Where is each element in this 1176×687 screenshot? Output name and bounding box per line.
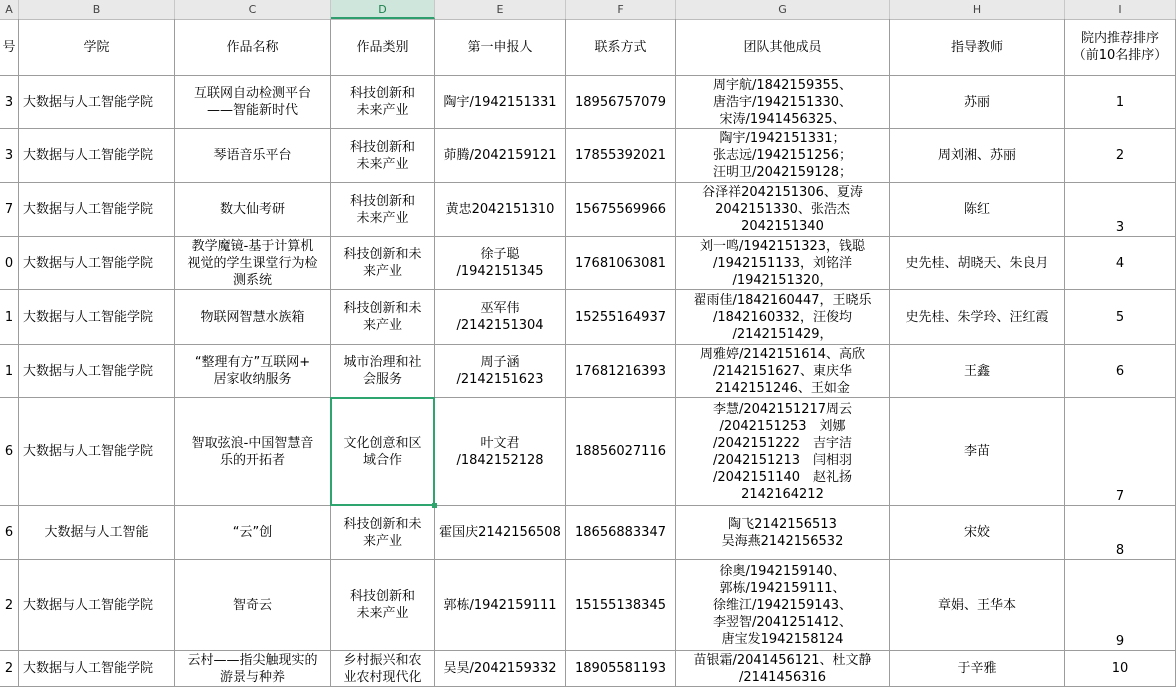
cell-a[interactable]: [0, 651, 19, 687]
cell-h[interactable]: [890, 183, 1065, 237]
cell-e[interactable]: [435, 76, 566, 129]
cell-e[interactable]: [435, 237, 566, 290]
cell-d[interactable]: [331, 506, 435, 560]
cell-a[interactable]: [0, 290, 19, 345]
cell-h[interactable]: [890, 76, 1065, 129]
cell-b[interactable]: [19, 290, 175, 345]
cell-text: 18856027116: [575, 444, 666, 459]
cell-text: 5: [1115, 309, 1125, 325]
cell-text: 于辛雅: [957, 661, 997, 676]
cell-a[interactable]: [0, 560, 19, 651]
cell-b[interactable]: [19, 76, 175, 129]
cell-a[interactable]: [0, 398, 19, 506]
cell-text: 周雅婷/2142151614、高欣 /2142151627、東庆华 2142151246、王如金: [699, 346, 866, 396]
cell-h[interactable]: [890, 506, 1065, 560]
cell-text: 大数据与人工智能学院: [23, 255, 154, 271]
cell-text: 周刘湘、苏丽: [937, 148, 1016, 163]
cell-text: 3: [4, 148, 14, 163]
cell-text: 城市治理和社 会服务: [343, 355, 422, 387]
cell-a[interactable]: [0, 345, 19, 398]
cell-text: 1: [4, 363, 14, 379]
cell-text: 茆腾/2042159121: [443, 148, 557, 163]
cell-text: 15675569966: [575, 202, 666, 217]
cell-text: 史先桂、朱学玲、汪红霞: [905, 309, 1049, 325]
cell-text: 7: [1115, 489, 1125, 504]
cell-e[interactable]: [435, 506, 566, 560]
cell-e[interactable]: [435, 183, 566, 237]
cell-h[interactable]: [890, 237, 1065, 290]
cell-text: 2: [4, 597, 14, 613]
cell-g[interactable]: [676, 76, 890, 129]
cell-text: 黄忠2042151310: [445, 202, 555, 217]
cell-c[interactable]: [175, 129, 331, 183]
cell-b[interactable]: [19, 506, 175, 560]
cell-text: 徐奥/1942159140、 郭栋/1942159111、 徐维江/1942159143、 李翌智/2041251412、 唐宝发1942158124: [712, 563, 853, 647]
cell-e[interactable]: [435, 560, 566, 651]
cell-g[interactable]: [676, 560, 890, 651]
cell-h[interactable]: [890, 290, 1065, 345]
cell-b[interactable]: [19, 129, 175, 183]
cell-text: 云村——指尖触现实的 游景与种养: [187, 652, 318, 685]
cell-a[interactable]: [0, 506, 19, 560]
cell-g[interactable]: [676, 183, 890, 237]
cell-text: “云”创: [232, 525, 273, 540]
column-letter-e[interactable]: E: [435, 0, 566, 19]
cell-f[interactable]: [566, 76, 676, 129]
header-cell-e[interactable]: [435, 19, 566, 76]
cell-text: 谷泽祥2042151306、夏涛 2042151330、张浩杰 2042151340: [702, 185, 863, 234]
cell-text: 9: [1115, 634, 1125, 649]
cell-text: 周宇航/1842159355、 唐浩宇/1942151330、 宋涛/1941456325、: [712, 77, 853, 127]
cell-text: 苏丽: [963, 94, 990, 110]
cell-text: 互联网自动检测平台 ——智能新时代: [193, 86, 311, 118]
cell-text: 大数据与人工智能学院: [23, 597, 154, 613]
header-cell-text: 第一申报人: [467, 39, 533, 55]
cell-f[interactable]: [566, 290, 676, 345]
cell-text: 17681063081: [575, 255, 666, 271]
column-header-bar: [0, 0, 1176, 20]
cell-f[interactable]: [566, 560, 676, 651]
cell-text: 大数据与人工智能学院: [23, 363, 154, 379]
cell-c[interactable]: [175, 345, 331, 398]
cell-d[interactable]: [331, 560, 435, 651]
cell-text: 18656883347: [575, 525, 666, 540]
cell-text: 2: [4, 661, 14, 676]
cell-e[interactable]: [435, 129, 566, 183]
cell-text: 0: [4, 255, 14, 271]
cell-i[interactable]: [1065, 290, 1176, 345]
column-letter-i[interactable]: I: [1065, 0, 1176, 19]
header-cell-text: 作品名称: [226, 39, 279, 55]
cell-b[interactable]: [19, 651, 175, 687]
header-cell-text: 团队其他成员: [743, 39, 822, 55]
cell-text: “整理有方”互联网+ 居家收纳服务: [194, 355, 311, 387]
cell-c[interactable]: [175, 290, 331, 345]
cell-c[interactable]: [175, 560, 331, 651]
cell-text: 宋姣: [963, 525, 990, 540]
cell-text: 郭栋/1942159111: [443, 597, 557, 613]
cell-text: 大数据与人工智能: [44, 525, 149, 540]
cell-text: 4: [1115, 255, 1125, 271]
cell-d[interactable]: [331, 345, 435, 398]
cell-b[interactable]: [19, 398, 175, 506]
column-letter-g[interactable]: G: [676, 0, 890, 19]
cell-text: 陶宇/1942151331: [443, 94, 557, 110]
cell-text: 大数据与人工智能学院: [23, 661, 154, 676]
cell-text: 翟雨佳/1842160447，王晓乐 /1842160332，汪俊均 /2142151429，: [693, 292, 872, 342]
cell-text: 数大仙考研: [219, 202, 285, 217]
cell-g[interactable]: [676, 290, 890, 345]
cell-h[interactable]: [890, 651, 1065, 687]
cell-text: 1: [1115, 94, 1125, 110]
cell-i[interactable]: [1065, 129, 1176, 183]
header-cell-b[interactable]: [19, 19, 175, 76]
cell-text: 科技创新和 未来产业: [349, 86, 415, 118]
column-letter-f[interactable]: F: [566, 0, 676, 19]
cell-text: 琴语音乐平台: [213, 148, 292, 163]
cell-text: 18905581193: [575, 661, 666, 676]
cell-f[interactable]: [566, 398, 676, 506]
cell-h[interactable]: [890, 345, 1065, 398]
cell-text: 乡村振兴和农 业农村现代化: [343, 652, 422, 685]
header-cell-a[interactable]: [0, 19, 19, 76]
cell-c[interactable]: [175, 237, 331, 290]
cell-a[interactable]: [0, 76, 19, 129]
cell-h[interactable]: [890, 560, 1065, 651]
cell-text: 巫军伟 /2142151304: [456, 301, 544, 333]
cell-i[interactable]: [1065, 183, 1176, 237]
column-letter-c[interactable]: C: [175, 0, 331, 19]
cell-f[interactable]: [566, 183, 676, 237]
cell-text: 吴昊/2042159332: [443, 661, 557, 676]
cell-text: 霍国庆2142156508: [439, 525, 561, 540]
cell-e[interactable]: [435, 345, 566, 398]
cell-text: 科技创新和未 来产业: [343, 247, 422, 279]
cell-i[interactable]: [1065, 345, 1176, 398]
cell-text: 6: [4, 444, 14, 459]
cell-text: 3: [4, 94, 14, 110]
cell-f[interactable]: [566, 651, 676, 687]
column-letter-d[interactable]: D: [331, 0, 435, 19]
cell-text: 章娟、王华本: [937, 597, 1016, 613]
cell-e[interactable]: [435, 398, 566, 506]
cell-text: 史先桂、胡晓天、朱良月: [905, 255, 1049, 271]
cell-text: 科技创新和 未来产业: [349, 193, 415, 226]
cell-i[interactable]: [1065, 237, 1176, 290]
cell-text: 科技创新和未 来产业: [343, 301, 422, 333]
cell-a[interactable]: [0, 183, 19, 237]
header-cell-i[interactable]: [1065, 19, 1176, 76]
cell-text: 15155138345: [575, 597, 666, 613]
cell-text: 周子涵 /2142151623: [456, 355, 544, 387]
header-cell-c[interactable]: [175, 19, 331, 76]
cell-d[interactable]: [331, 651, 435, 687]
spreadsheet-grid: [0, 19, 1176, 687]
cell-text: 苗银霜/2041456121、杜文静 /2141456316: [693, 652, 872, 685]
cell-i[interactable]: [1065, 651, 1176, 687]
cell-c[interactable]: [175, 76, 331, 129]
cell-text: 徐子聪 /1942151345: [456, 247, 544, 279]
header-cell-text: 号: [2, 39, 16, 55]
cell-b[interactable]: [19, 237, 175, 290]
cell-text: 智奇云: [232, 597, 272, 613]
cell-text: 7: [4, 202, 14, 217]
header-cell-text: 指导教师: [950, 39, 1003, 55]
cell-text: 科技创新和 未来产业: [349, 139, 415, 172]
header-cell-text: 学院: [83, 39, 110, 55]
cell-text: 智取弦浪-中国智慧音 乐的开拓者: [191, 435, 314, 468]
column-letter-a[interactable]: A: [0, 0, 19, 19]
cell-text: 10: [1111, 661, 1129, 676]
cell-f[interactable]: [566, 237, 676, 290]
cell-d[interactable]: [331, 290, 435, 345]
cell-b[interactable]: [19, 345, 175, 398]
cell-c[interactable]: [175, 506, 331, 560]
cell-a[interactable]: [0, 237, 19, 290]
cell-text: 物联网智慧水族箱: [200, 309, 305, 325]
cell-text: 李慧/2042151217周云 /2042151253 刘娜 /2042151222 吉宇洁 /2042151213 闫相羽 /2042151140 赵礼扬 2142164212: [712, 401, 853, 502]
cell-text: 大数据与人工智能学院: [23, 309, 154, 325]
cell-text: 大数据与人工智能学院: [23, 94, 154, 110]
cell-text: 教学魔镜-基于计算机 视觉的学生课堂行为检 测系统: [187, 238, 318, 288]
cell-text: 6: [4, 525, 14, 540]
cell-b[interactable]: [19, 183, 175, 237]
cell-g[interactable]: [676, 129, 890, 183]
cell-e[interactable]: [435, 651, 566, 687]
cell-text: 陶宇/1942151331； 张志远/1942151256； 汪明卫/2042159128；: [712, 131, 853, 180]
cell-text: 陶飞2142156513 吴海燕2142156532: [721, 516, 844, 549]
cell-d[interactable]: [331, 76, 435, 129]
cell-text: 王鑫: [963, 363, 990, 379]
cell-text: 大数据与人工智能学院: [23, 148, 154, 163]
header-cell-text: 院内推荐排序 （前10名排序）: [1072, 31, 1168, 63]
cell-i[interactable]: [1065, 560, 1176, 651]
cell-h[interactable]: [890, 398, 1065, 506]
cell-i[interactable]: [1065, 398, 1176, 506]
cell-g[interactable]: [676, 506, 890, 560]
cell-text: 刘一鸣/1942151323，钱聪 /1942151133，刘铭洋 /1942151320，: [699, 238, 866, 288]
header-cell-text: 联系方式: [594, 39, 647, 55]
cell-i[interactable]: [1065, 506, 1176, 560]
fill-handle[interactable]: [432, 503, 437, 508]
column-letter-h[interactable]: H: [890, 0, 1065, 19]
header-cell-d[interactable]: [331, 19, 435, 76]
cell-text: 李苗: [963, 444, 990, 459]
cell-text: 大数据与人工智能学院: [23, 202, 154, 217]
cell-text: 3: [1115, 220, 1125, 235]
header-cell-g[interactable]: [676, 19, 890, 76]
cell-b[interactable]: [19, 560, 175, 651]
cell-d[interactable]: [331, 129, 435, 183]
cell-h[interactable]: [890, 129, 1065, 183]
cell-c[interactable]: [175, 398, 331, 506]
cell-text: 1: [4, 309, 14, 325]
cell-c[interactable]: [175, 183, 331, 237]
cell-text: 17855392021: [575, 148, 666, 163]
cell-d[interactable]: [331, 183, 435, 237]
cell-text: 大数据与人工智能学院: [23, 444, 154, 459]
cell-g[interactable]: [676, 398, 890, 506]
cell-f[interactable]: [566, 506, 676, 560]
cell-text: 陈红: [963, 202, 990, 217]
cell-text: 18956757079: [575, 94, 666, 110]
column-letter-b[interactable]: B: [19, 0, 175, 19]
cell-e[interactable]: [435, 290, 566, 345]
cell-d[interactable]: [331, 398, 435, 506]
header-cell-text: 作品类别: [356, 39, 409, 55]
cell-g[interactable]: [676, 345, 890, 398]
cell-text: 8: [1115, 543, 1125, 558]
cell-text: 15255164937: [575, 309, 666, 325]
cell-g[interactable]: [676, 651, 890, 687]
cell-i[interactable]: [1065, 76, 1176, 129]
cell-a[interactable]: [0, 129, 19, 183]
header-cell-f[interactable]: [566, 19, 676, 76]
cell-c[interactable]: [175, 651, 331, 687]
cell-text: 叶文君 /1842152128: [456, 435, 544, 468]
cell-text: 科技创新和 未来产业: [349, 589, 415, 621]
cell-text: 文化创意和区 域合作: [343, 435, 422, 468]
cell-f[interactable]: [566, 345, 676, 398]
cell-text: 科技创新和未 来产业: [343, 516, 422, 549]
cell-g[interactable]: [676, 237, 890, 290]
cell-text: 17681216393: [575, 363, 666, 379]
cell-text: 6: [1115, 363, 1125, 379]
header-cell-h[interactable]: [890, 19, 1065, 76]
cell-text: 2: [1115, 148, 1125, 163]
cell-d[interactable]: [331, 237, 435, 290]
cell-f[interactable]: [566, 129, 676, 183]
